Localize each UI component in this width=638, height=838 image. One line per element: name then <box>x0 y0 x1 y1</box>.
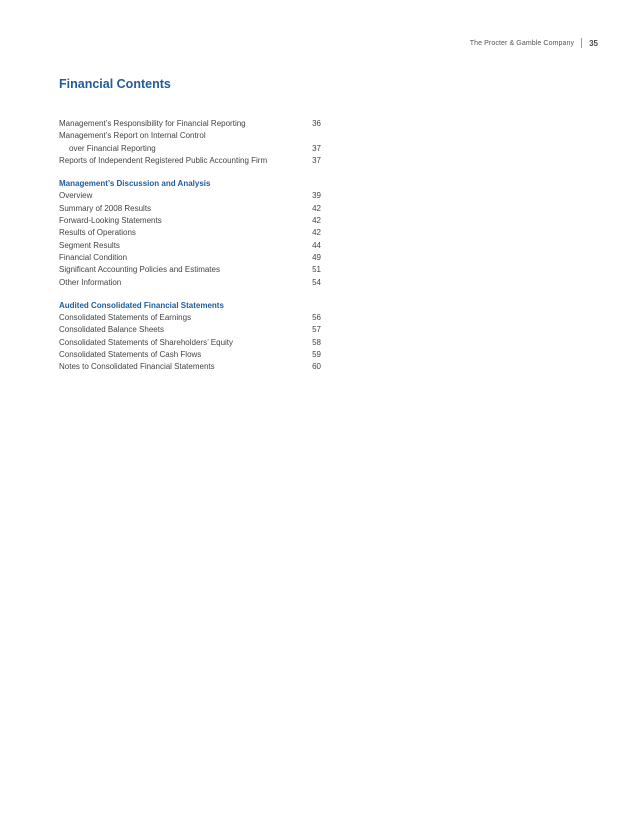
toc-item[interactable] <box>59 143 321 155</box>
toc-item-page: 51 <box>312 265 321 275</box>
toc-item-page: 37 <box>312 143 321 153</box>
toc-item-label: Financial Condition <box>59 252 128 262</box>
toc-item-page: 44 <box>312 240 321 250</box>
section-heading-mdna[interactable]: Management’s Discussion and Analysis <box>59 179 211 189</box>
toc-item-page: 42 <box>312 216 321 226</box>
toc-item-label: Consolidated Statements of Earnings <box>59 313 192 323</box>
toc-item[interactable] <box>59 337 321 349</box>
toc-item[interactable] <box>59 190 321 202</box>
toc-item-page: 59 <box>312 350 321 360</box>
toc-item[interactable] <box>59 324 321 336</box>
toc-item-page: 36 <box>312 119 321 128</box>
toc-item[interactable] <box>59 227 321 239</box>
toc-item-page: 56 <box>312 313 321 323</box>
toc-item[interactable] <box>59 118 321 130</box>
toc-item-label: Management’s Responsibility for Financial Reporting <box>59 119 246 128</box>
toc-item[interactable] <box>59 277 321 289</box>
toc-item[interactable] <box>59 203 321 215</box>
toc-item[interactable] <box>59 215 321 227</box>
toc-item-page: 58 <box>312 337 321 347</box>
toc-item[interactable] <box>59 130 321 142</box>
toc-item-label: Results of Operations <box>59 228 136 238</box>
toc-item-page: 57 <box>312 325 321 335</box>
toc-item[interactable] <box>59 264 321 276</box>
toc-item[interactable] <box>59 252 321 264</box>
toc-item-label: Reports of Independent Registered Public Accounting Firm <box>59 155 268 165</box>
toc-item-label: Segment Results <box>59 240 120 250</box>
toc-item-label: over Financial Reporting <box>69 143 156 153</box>
section-heading-financial-statements[interactable]: Audited Consolidated Financial Statements <box>59 300 224 310</box>
toc-item-label: Consolidated Balance Sheets <box>59 325 164 335</box>
toc-item-label: Consolidated Statements of Shareholders’ Equity <box>59 337 234 347</box>
toc-item-label: Notes to Consolidated Financial Statements <box>59 362 215 372</box>
toc-item[interactable] <box>59 155 321 167</box>
toc-item-page: 39 <box>312 191 321 201</box>
company-name: The Procter & Gamble Company <box>469 39 575 47</box>
toc-item-label: Summary of 2008 Results <box>59 203 152 213</box>
toc-item[interactable] <box>59 349 321 361</box>
toc-item[interactable] <box>59 240 321 252</box>
toc-item-page: 54 <box>312 277 321 287</box>
toc-item-label: Other Information <box>59 277 122 287</box>
toc-item-page: 37 <box>312 155 321 165</box>
header-divider <box>581 38 582 48</box>
table-of-contents <box>59 118 321 374</box>
toc-item-label: Overview <box>59 191 93 201</box>
toc-item-label: Management’s Report on Internal Control <box>59 131 206 141</box>
toc-item-page: 42 <box>312 228 321 238</box>
toc-item-label: Consolidated Statements of Cash Flows <box>59 350 202 360</box>
toc-item-label: Significant Accounting Policies and Estimates <box>59 265 220 275</box>
running-header <box>470 38 598 48</box>
page-title: Financial Contents <box>59 77 171 91</box>
toc-item-page: 49 <box>312 252 321 262</box>
toc-item[interactable] <box>59 361 321 373</box>
toc-item-label: Forward-Looking Statements <box>59 216 162 226</box>
toc-item-page: 42 <box>312 203 321 213</box>
toc-item-page: 60 <box>312 362 321 372</box>
page-number: 35 <box>589 38 598 48</box>
toc-item[interactable] <box>59 312 321 324</box>
